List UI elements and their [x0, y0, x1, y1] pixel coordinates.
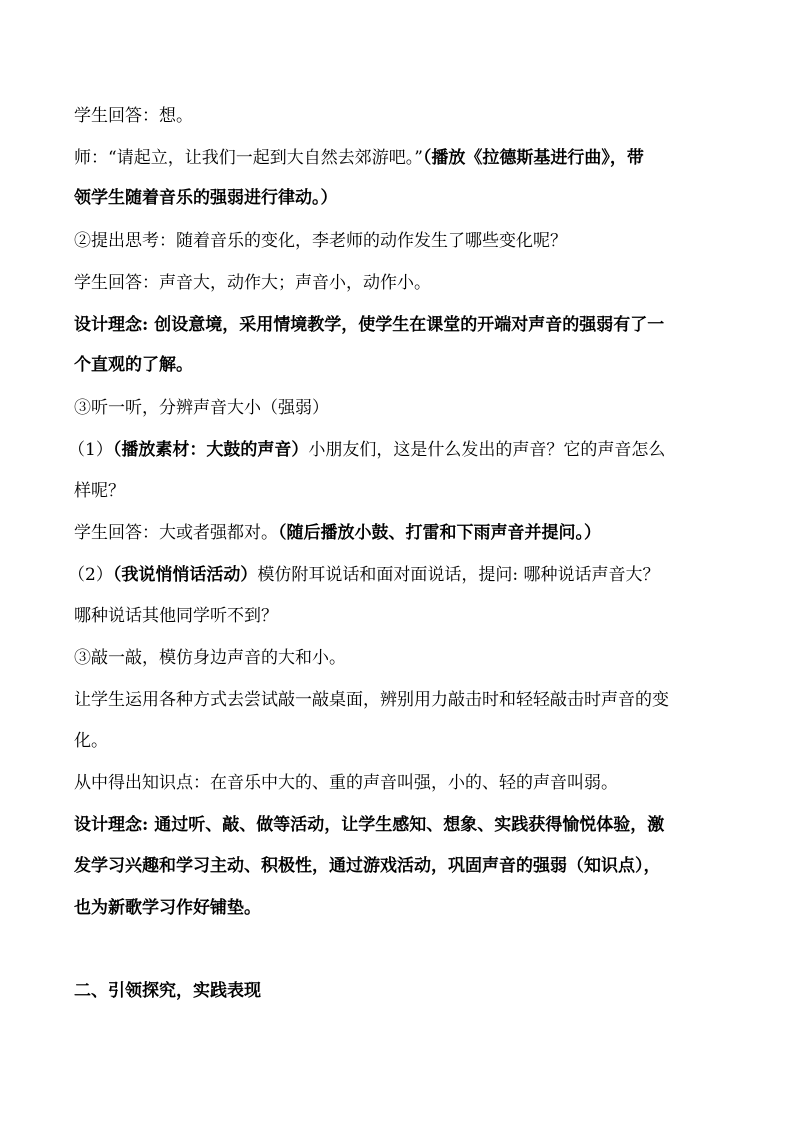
design-concept-line: 设计理念: 创设意境，采用情境教学，使学生在课堂的开端对声音的强弱有了一 [74, 315, 665, 335]
design-concept-line: 发学习兴趣和学习主动、积极性，通过游戏活动，巩固声音的强弱（知识点）， [74, 856, 661, 876]
paragraph-line: ②提出思考：随着音乐的变化，李老师的动作发生了哪些变化呢？ [74, 231, 567, 251]
paragraph-line: （1）（播放素材：大鼓的声音）小朋友们，这是什么发出的声音？它的声音怎么 [68, 440, 666, 460]
paragraph-line: 哪种说话其他同学听不到？ [74, 606, 278, 626]
section-heading: 二、引领探究，实践表现 [74, 981, 261, 1001]
paragraph-line: 师：“请起立，让我们一起到大自然去郊游吧。”（播放《拉德斯基进行曲》，带 [74, 148, 644, 168]
design-concept-line: 也为新歌学习作好铺垫。 [74, 898, 261, 918]
paragraph-line: 学生回答：声音大，动作大；声音小，动作小。 [74, 273, 431, 293]
paragraph-line: 学生回答：想。 [74, 106, 193, 126]
paragraph-line: 学生回答：大或者强都对。（随后播放小鼓、打雷和下雨声音并提问。） [74, 523, 601, 543]
design-concept-line: 个直观的了解。 [74, 355, 193, 375]
paragraph-line: ③听一听，分辨声音大小（强弱） [74, 398, 329, 418]
paragraph-line: 让学生运用各种方式去尝试敲一敲桌面，辨别用力敲击时和轻轻敲击时声音的变 [74, 690, 669, 710]
paragraph-line: 样呢？ [74, 481, 125, 501]
paragraph-line: （2）（我说悄悄话活动）模仿附耳说话和面对面说话，提问: 哪种说话声音大？ [68, 565, 660, 585]
paragraph-line: 领学生随着音乐的强弱进行律动。） [74, 188, 338, 208]
paragraph-line: 从中得出知识点：在音乐中大的、重的声音叫强，小的、轻的声音叫弱。 [74, 773, 618, 793]
paragraph-line: ③敲一敲，模仿身边声音的大和小。 [74, 648, 346, 668]
design-concept-line: 设计理念: 通过听、敲、做等活动，让学生感知、想象、实践获得愉悦体验，激 [74, 815, 665, 835]
paragraph-line: 化。 [74, 731, 108, 751]
